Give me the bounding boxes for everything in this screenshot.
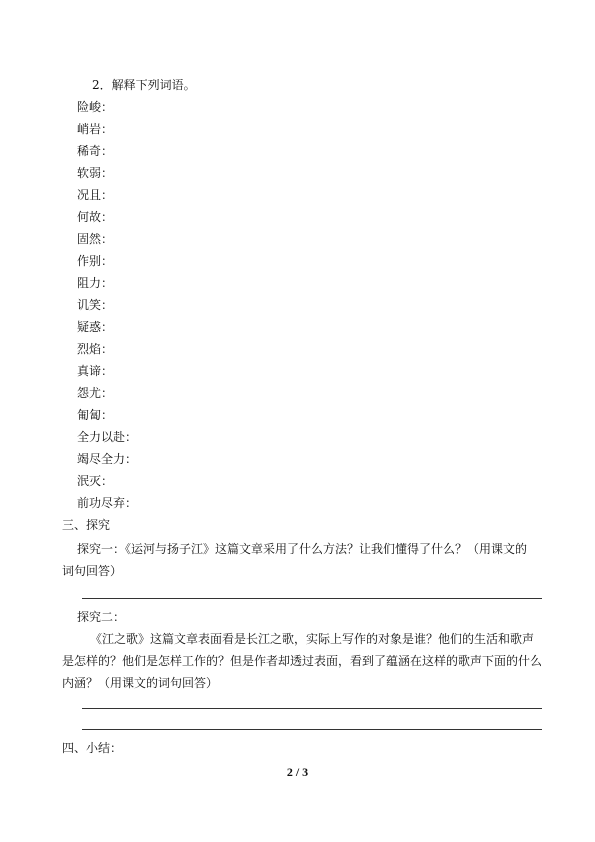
- answer-line: [82, 729, 542, 730]
- vocab-term: 稀奇：: [77, 144, 114, 158]
- answer-line: [82, 708, 542, 709]
- vocab-term: 烈焰：: [77, 342, 114, 356]
- vocab-term: 匍匐：: [77, 408, 114, 422]
- inquiry2-question: 《江之歌》这篇文章表面看是长江之歌，实际上写作的对象是谁？他们的生活和歌声是怎样的？他们是怎样工作的？但是作者却透过表面，看到了蕴涵在这样的歌声下面的什么内涵？（用课文的词句回答）: [62, 632, 543, 690]
- vocab-term: 真谛：: [77, 364, 114, 378]
- vocab-term: 泯灭：: [77, 474, 114, 488]
- section3-heading: 三、探究: [62, 518, 111, 532]
- vocab-term: 讥笑：: [77, 298, 114, 312]
- vocab-term: 疑惑：: [77, 320, 114, 334]
- section2-heading: 2．解释下列词语。: [92, 78, 196, 92]
- vocab-term: 况且：: [77, 188, 114, 202]
- vocab-term: 前功尽弃：: [77, 496, 138, 510]
- vocab-term: 阻力：: [77, 276, 114, 290]
- vocab-term: 作别：: [77, 254, 114, 268]
- answer-line: [82, 598, 542, 599]
- vocab-term: 峭岩：: [77, 122, 114, 136]
- vocab-term: 险峻：: [77, 100, 114, 114]
- vocab-term: 固然：: [77, 232, 114, 246]
- vocab-term: 竭尽全力：: [77, 452, 138, 466]
- inquiry1-question-continued: 词句回答）: [62, 564, 123, 578]
- vocab-term: 全力以赴：: [77, 430, 138, 444]
- inquiry1-question: 探究一：《运河与扬子江》这篇文章采用了什么方法？让我们懂得了什么？（用课文的: [77, 542, 528, 556]
- inquiry2-label: 探究二：: [77, 610, 126, 624]
- vocab-list: [77, 99, 137, 517]
- vocab-term: 软弱：: [77, 166, 114, 180]
- page-number: 2 / 3: [286, 765, 309, 779]
- section4-heading: 四、小结：: [62, 741, 123, 755]
- vocab-term: 怨尤：: [77, 386, 114, 400]
- vocab-term: 何故：: [77, 210, 114, 224]
